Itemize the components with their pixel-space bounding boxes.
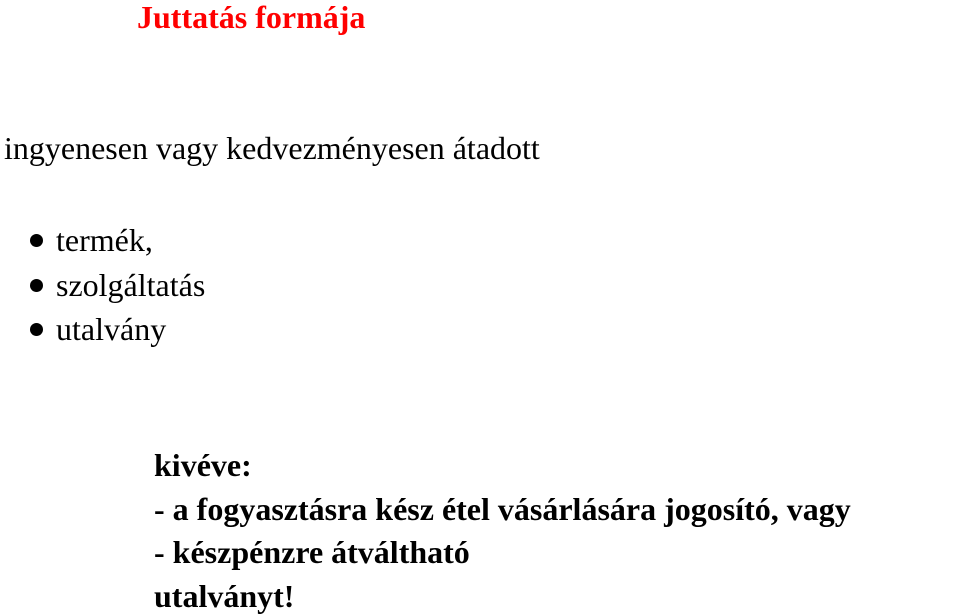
exception-line-cash-convertible: - készpénzre átváltható (154, 534, 470, 570)
bullet-icon (30, 234, 43, 247)
bullet-label: termék, (56, 222, 153, 258)
exception-heading: kivéve: (154, 447, 252, 483)
bullet-label: szolgáltatás (56, 266, 206, 303)
exception-line-voucher: utalványt! (154, 577, 295, 614)
bullet-icon (30, 279, 43, 292)
slide-title: Juttatás formája (137, 0, 366, 35)
bullet-item-szolgaltatas (30, 263, 205, 308)
bullet-label: utalvány (56, 311, 167, 347)
bullet-list (30, 218, 205, 352)
bullet-icon (30, 323, 43, 336)
bullet-item-utalvany (30, 307, 205, 352)
bullet-item-termek (30, 218, 205, 263)
exception-block (154, 444, 851, 614)
intro-text: ingyenesen vagy kedvezményesen átadott (4, 130, 540, 166)
exception-line-meal-voucher: - a fogyasztásra kész étel vásárlására jogosító, vagy (154, 490, 851, 527)
